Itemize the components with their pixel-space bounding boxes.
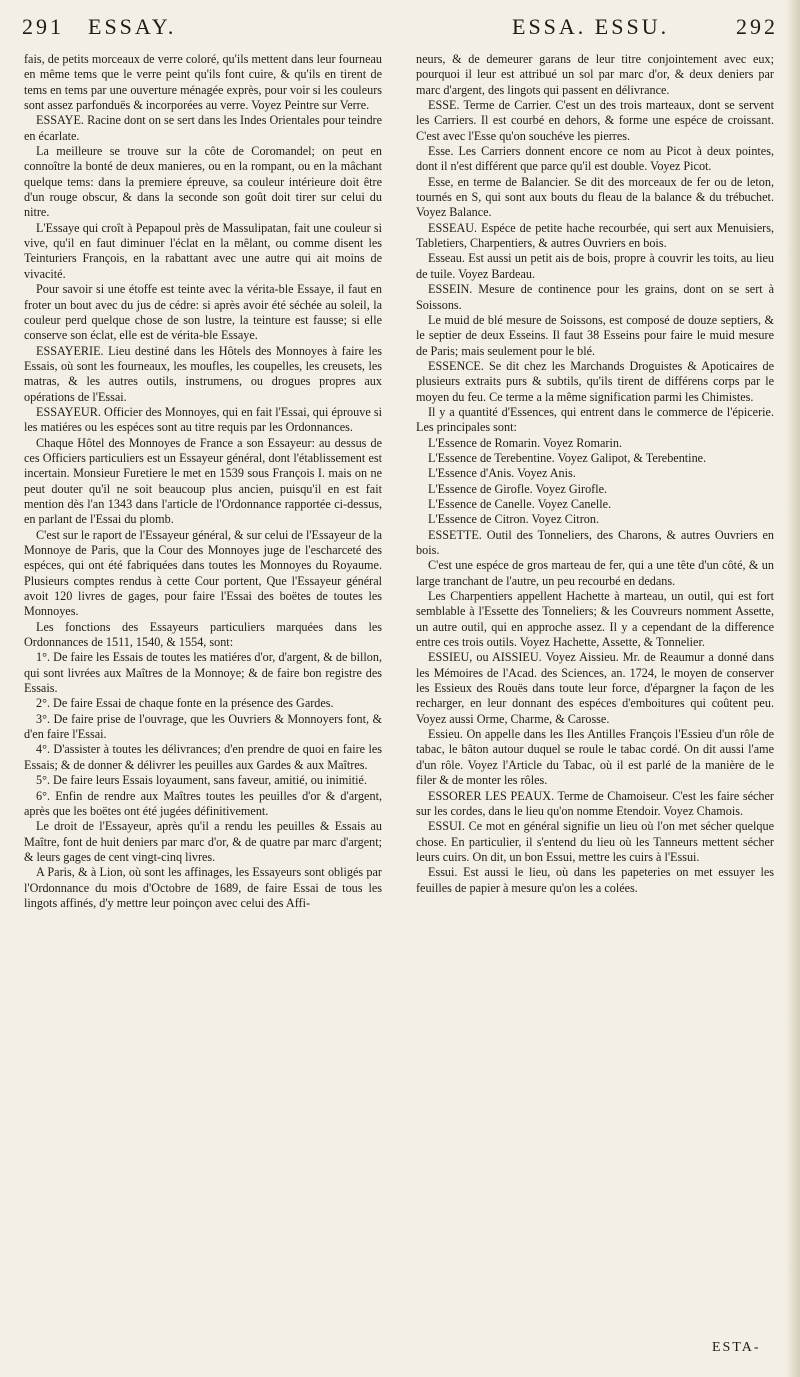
paragraph: 1°. De faire les Essais de toutes les matiéres d'or, d'argent, & de billon, qui sont livrées aux Maîtres de la Monnoye; & de faire bon registre des Essais. [24, 650, 382, 696]
paragraph: Pour savoir si une étoffe est teinte avec la vérita-ble Essaye, il faut en froter un bout avec du jus de cédre: si après avoir été séchée au soleil, la couleur perd quelque chose de son lustre, la teinture est fausse; si elle conserve son éclat, elle est de vérita-ble Essaye. [24, 282, 382, 343]
paragraph: ESSEIN. Mesure de continence pour les grains, dont on se sert à Soissons. [416, 282, 774, 312]
left-page-number: 291 [22, 14, 64, 39]
paragraph: Chaque Hôtel des Monnoyes de France a son Essayeur: au dessus de ces Officiers particuliers est un Essayeur général, dont l'établissement est incertain. Monsieur Furetiere le met en 1539 sous François I. mais on ne peut douter qu'il ne soit beaucoup plus ancien, puisqu'il en est fait mention dès l'an 1343 dans l'article de l'Ordonnance rapportée ci-dessus, en parlant de l'Essai du plomb. [24, 435, 382, 527]
paragraph: ESSAYERIE. Lieu destiné dans les Hôtels des Monnoyes à faire les Essais, où sont les fourneaux, les moufles, les coupelles, les creusets, les matras, & les autres outils, instrumens, ou drogues propres aux opérations de l'Essai. [24, 343, 382, 404]
paragraph: 2°. De faire Essai de chaque fonte en la présence des Gardes. [36, 696, 334, 711]
paragraph: neurs, & de demeurer garans de leur titre conjointement avec eux; pourquoi il leur est attribué un sol par marc d'or, & deux deniers par marc d'argent, des lingots qui passent en délivrance. [416, 52, 774, 97]
paragraph: Le muid de blé mesure de Soissons, est composé de douze septiers, & le septier de deux Esseins. Il faut 38 Esseins pour faire le muid mesure de Paris; mais seulement pour le blé. [416, 312, 774, 358]
paragraph: 5°. De faire leurs Essais loyaument, sans faveur, amitié, ou inimitié. [36, 773, 367, 788]
paragraph: fais, de petits morceaux de verre coloré, qu'ils mettent dans leur fourneau en même tems que le verre peint qu'ils font cuire, & qu'ils en tirent de tems en tems par une ouverture ménagée exprès, pour voir si les couleurs sont assez parfonduës & incorporées au verre. Voyez Peintre sur Verre. [24, 52, 382, 113]
paragraph: L'Essence de Canelle. Voyez Canelle. [428, 496, 612, 511]
paragraph: Essui. Est aussi le lieu, où dans les papeteries on met essuyer les feuilles de papier à mesure qu'on les a colées. [416, 865, 774, 895]
paragraph: L'Essence de Romarin. Voyez Romarin. [428, 435, 622, 450]
paragraph: 3°. De faire prise de l'ouvrage, que les Ouvriers & Monnoyers font, & d'en faire l'Essai. [24, 711, 382, 742]
paragraph: ESSIEU, ou AISSIEU. Voyez Aissieu. Mr. de Reaumur a donné dans les Mémoires de l'Acad. des Sciences, an. 1724, le moyen de conserver les Essieux des Rouës dans toute leur force, d'épargner la façon de les recharger, en leur donnant des espéces d'emboitures qui coûtent peu. Voyez aussi Orme, Charme, & Carosse. [416, 650, 774, 726]
paragraph: Esse, en terme de Balancier. Se dit des morceaux de fer ou de leton, tournés en S, qui sont aux bouts du fleau de la balance & du trébuchet. Voyez Balance. [416, 174, 774, 220]
paragraph: Esseau. Est aussi un petit ais de bois, propre à couvrir les toits, au lieu de tuile. Voyez Bardeau. [416, 251, 774, 281]
paragraph: Le droit de l'Essayeur, après qu'il a rendu les peuilles & Essais au Maître, font de huit deniers par marc d'or, & de quatre par marc d'argent; & leurs gages de cent vingt-cinq livres. [24, 819, 382, 864]
paragraph: ESSENCE. Se dit chez les Marchands Droguistes & Apoticaires de plusieurs extraits purs & subtils, qu'ils tirent de différens corps par le moyen du feu. Ce terme a la même signification parmi les Chimistes. [416, 358, 774, 404]
right-running-title: ESSA. ESSU. [512, 14, 670, 39]
paragraph: ESSUI. Ce mot en général signifie un lieu où l'on met sécher quelque chose. En particulier, il s'entend du lieu où les Tanneurs mettent sécher leurs cuirs. On dit, un bon Essui, mettre les cuirs à l'Essui. [416, 819, 774, 864]
paragraph: Il y a quantité d'Essences, qui entrent dans le commerce de l'épicerie. Les principales sont: [416, 404, 774, 435]
right-text-column [416, 52, 774, 1332]
paragraph: L'Essence d'Anis. Voyez Anis. [428, 466, 576, 481]
paragraph: ESSAYE. Racine dont on se sert dans les Indes Orientales pour teindre en écarlate. [24, 113, 382, 143]
paragraph: L'Essence de Girofle. Voyez Girofle. [428, 481, 608, 496]
paragraph: L'Essence de Terebentine. Voyez Galipot, & Terebentine. [428, 450, 707, 465]
paragraph: 4°. D'assister à toutes les délivrances; d'en prendre de quoi en faire les Essais; & de donner & délivrer les peuilles aux Gardes & aux Maîtres. [24, 742, 382, 772]
paragraph: ESSAYEUR. Officier des Monnoyes, qui en fait l'Essai, qui éprouve si les matiéres ou les espéces sont au titre requis par les Ordonnances. [24, 404, 382, 435]
paragraph: ESSORER LES PEAUX. Terme de Chamoiseur. C'est les faire sécher sur les cordes, dans le lieu qu'on nomme Etendoir. Voyez Chamois. [416, 788, 774, 818]
paragraph: L'Essaye qui croît à Pepapoul près de Massulipatan, fait une couleur si vive, qu'il en faut diminuer l'éclat en la mêlant, ou comme disent les Teinturiers François, en la rabattant avec une autre qui ait moins de vivacité. [24, 220, 382, 281]
paragraph: Les Charpentiers appellent Hachette à marteau, un outil, qui est fort semblable à l'Essette des Tonneliers; & les Couvreurs nomment Assette, un autre outil, qui en approche assez. Il y a cependant de la difference entre ces trois outils. Voyez Hachette, Assette, & Tonnelier. [416, 589, 774, 650]
left-text-column [24, 52, 382, 1362]
paragraph: Esse. Les Carriers donnent encore ce nom au Picot à deux pointes, dont il n'est différent que parce qu'il est double. Voyez Picot. [416, 144, 774, 174]
paragraph: 6°. Enfin de rendre aux Maîtres toutes les peuilles d'or & d'argent, après que les boëtes ont été jugées définitivement. [24, 788, 382, 818]
paragraph: Les fonctions des Essayeurs particuliers marquées dans les Ordonnances de 1511, 1540, & 1554, sont: [24, 619, 382, 650]
page-edge-shadow [786, 0, 800, 1377]
paragraph: C'est sur le raport de l'Essayeur général, & sur celui de l'Essayeur de la Monnoye de Paris, que la Cour des Monnoyes juge de l'escharceté des espéces, qui ont été fabriquées dans toutes les Monnoyes du Royaume. Plusieurs comptes rendus à cette Cour portent, Que l'Essayeur général avoit 120 livres de gages, pour faire l'Essai des boëtes de toutes les Monnoyes. [24, 527, 382, 619]
paragraph: ESSEAU. Espéce de petite hache recourbée, qui sert aux Menuisiers, Tabletiers, Charpentiers, & autres Ouvriers en bois. [416, 220, 774, 251]
paragraph: Essieu. On appelle dans les Iles Antilles François l'Essieu d'un rôle de tabac, le bâton autour duquel se roule le tabac cordé. On dit aussi l'ame d'un rôle. Voyez l'Article du Tabac, où il est parlé de la manière de le filer & de monter les rôles. [416, 727, 774, 788]
paragraph: A Paris, & à Lion, où sont les affinages, les Essayeurs sont obligés par l'Ordonnance du mois d'Octobre de 1689, de faire Essai de tous les lingots affinés, d'y mettre leur poinçon avec celui des Affi- [24, 865, 382, 910]
paragraph: ESSE. Terme de Carrier. C'est un des trois marteaux, dont se servent les Carriers. Il est courbé en dehors, & forme une espéce de croissant. C'est avec l'Esse qu'on souchéve les pierres. [416, 98, 774, 143]
paragraph: L'Essence de Citron. Voyez Citron. [428, 512, 599, 527]
paragraph: C'est une espéce de gros marteau de fer, qui a une tête d'un côté, & un large tranchant de l'autre, un peu recourbé en dedans. [416, 558, 774, 588]
right-page-number: 292 [736, 14, 778, 39]
catchword: ESTA- [712, 1340, 761, 1355]
left-running-title: ESSAY. [88, 14, 177, 39]
paragraph: La meilleure se trouve sur la côte de Coromandel; on peut en connoître la bonté de deux manieres, ou en la rompant, ou en la mâchant quelque tems: dans la premiere épreuve, sa couleur intérieure doit être d'un rouge obscur, & dans la seconde son goût doit tirer sur celui du nitre. [24, 144, 382, 220]
paragraph: ESSETTE. Outil des Tonneliers, des Charons, & autres Ouvriers en bois. [416, 527, 774, 557]
